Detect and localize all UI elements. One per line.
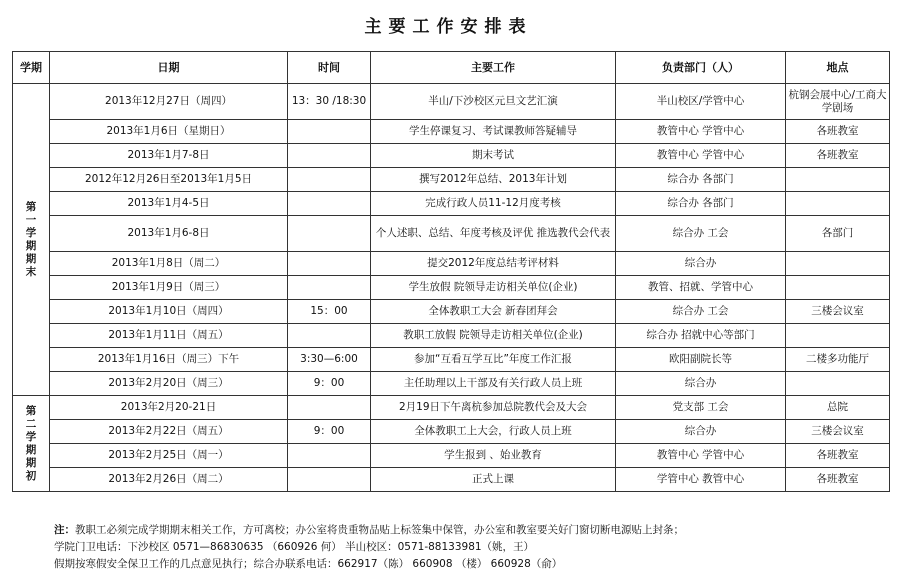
table-row bbox=[13, 348, 890, 372]
place-cell: 总院 bbox=[786, 396, 890, 420]
date-cell: 2013年2月22日（周五） bbox=[50, 420, 288, 444]
table-row bbox=[13, 276, 890, 300]
header-time: 时间 bbox=[288, 52, 371, 84]
table-row bbox=[13, 324, 890, 348]
time-cell: 3:30—6:00 bbox=[288, 348, 371, 372]
notes-section bbox=[54, 522, 889, 573]
date-cell: 2013年1月9日（周三） bbox=[50, 276, 288, 300]
semester-char: 期 bbox=[25, 239, 37, 252]
table-row bbox=[13, 372, 890, 396]
table-row bbox=[13, 300, 890, 324]
time-cell bbox=[288, 468, 371, 492]
time-cell bbox=[288, 276, 371, 300]
place-cell: 各班教室 bbox=[786, 468, 890, 492]
place-cell bbox=[786, 324, 890, 348]
note-line-3: 假期按寒假安全保卫工作的几点意见执行；综合办联系电话：662917（陈） 660908 （楼） 660928（俞） bbox=[54, 558, 563, 570]
department-cell: 综合办 工会 bbox=[616, 216, 786, 252]
semester-char: 第 bbox=[25, 404, 37, 417]
place-cell bbox=[786, 372, 890, 396]
work-cell: 撰写2012年总结、2013年计划 bbox=[371, 168, 616, 192]
department-cell: 教管中心 学管中心 bbox=[616, 144, 786, 168]
time-cell bbox=[288, 396, 371, 420]
semester-char: 学 bbox=[25, 226, 37, 239]
department-cell: 教管中心 学管中心 bbox=[616, 444, 786, 468]
time-cell: 15：00 bbox=[288, 300, 371, 324]
semester-char: 期 bbox=[25, 443, 37, 456]
place-cell: 二楼多功能厅 bbox=[786, 348, 890, 372]
header-date: 日期 bbox=[50, 52, 288, 84]
semester-char: 一 bbox=[25, 213, 37, 226]
semester-char: 二 bbox=[25, 417, 37, 430]
place-cell: 各部门 bbox=[786, 216, 890, 252]
header-semester: 学期 bbox=[13, 52, 50, 84]
table-row bbox=[13, 84, 890, 120]
time-cell: 9：00 bbox=[288, 420, 371, 444]
table-row bbox=[13, 444, 890, 468]
department-cell: 综合办 bbox=[616, 252, 786, 276]
header-place: 地点 bbox=[786, 52, 890, 84]
note-text-1: 教职工必须完成学期期末相关工作，方可离校；办公室将贵重物品贴上标签集中保管，办公室和教室要关好门窗切断电源贴上封条； bbox=[75, 524, 684, 536]
time-cell bbox=[288, 324, 371, 348]
work-cell: 2月19日下午离杭参加总院教代会及大会 bbox=[371, 396, 616, 420]
work-cell: 正式上课 bbox=[371, 468, 616, 492]
department-cell: 党支部 工会 bbox=[616, 396, 786, 420]
time-cell: 13：30 /18:30 bbox=[288, 84, 371, 120]
header-main-work: 主要工作 bbox=[371, 52, 616, 84]
place-cell: 三楼会议室 bbox=[786, 420, 890, 444]
table-row bbox=[13, 468, 890, 492]
table-row bbox=[13, 144, 890, 168]
department-cell: 教管、招就、学管中心 bbox=[616, 276, 786, 300]
date-cell: 2013年2月20日（周三） bbox=[50, 372, 288, 396]
table-row bbox=[13, 120, 890, 144]
work-cell: 完成行政人员11-12月度考核 bbox=[371, 192, 616, 216]
place-cell: 各班教室 bbox=[786, 120, 890, 144]
place-cell: 各班教室 bbox=[786, 444, 890, 468]
work-cell: 全体教职工大会 新春团拜会 bbox=[371, 300, 616, 324]
date-cell: 2013年2月26日（周二） bbox=[50, 468, 288, 492]
header-department: 负责部门（人） bbox=[616, 52, 786, 84]
work-cell: 期末考试 bbox=[371, 144, 616, 168]
semester-cell bbox=[13, 396, 50, 492]
place-cell: 三楼会议室 bbox=[786, 300, 890, 324]
work-cell: 学生停课复习、考试课教师答疑辅导 bbox=[371, 120, 616, 144]
note-line-1 bbox=[54, 522, 889, 539]
time-cell bbox=[288, 120, 371, 144]
semester-char: 初 bbox=[25, 469, 37, 482]
table-row bbox=[13, 192, 890, 216]
work-cell: 参加“互看互学互比”年度工作汇报 bbox=[371, 348, 616, 372]
notes-label: 注： bbox=[54, 524, 75, 536]
work-cell: 主任助理以上干部及有关行政人员上班 bbox=[371, 372, 616, 396]
work-cell: 提交2012年度总结考评材料 bbox=[371, 252, 616, 276]
place-cell bbox=[786, 276, 890, 300]
time-cell bbox=[288, 192, 371, 216]
table-row bbox=[13, 420, 890, 444]
place-cell bbox=[786, 192, 890, 216]
department-cell: 教管中心 学管中心 bbox=[616, 120, 786, 144]
place-cell: 各班教室 bbox=[786, 144, 890, 168]
department-cell: 欧阳副院长等 bbox=[616, 348, 786, 372]
semester-char: 期 bbox=[25, 456, 37, 469]
table-row bbox=[13, 252, 890, 276]
department-cell: 综合办 bbox=[616, 372, 786, 396]
table-row bbox=[13, 396, 890, 420]
time-cell bbox=[288, 144, 371, 168]
place-cell bbox=[786, 252, 890, 276]
semester-char: 第 bbox=[25, 200, 37, 213]
department-cell: 综合办 工会 bbox=[616, 300, 786, 324]
work-cell: 个人述职、总结、年度考核及评优 推选教代会代表 bbox=[371, 216, 616, 252]
schedule-body bbox=[13, 84, 890, 492]
place-cell: 杭钢会展中心/工商大学剧场 bbox=[786, 84, 890, 120]
work-cell: 全体教职工上大会，行政人员上班 bbox=[371, 420, 616, 444]
time-cell bbox=[288, 168, 371, 192]
work-cell: 学生放假 院领导走访相关单位(企业) bbox=[371, 276, 616, 300]
department-cell: 综合办 各部门 bbox=[616, 168, 786, 192]
department-cell: 综合办 招就中心等部门 bbox=[616, 324, 786, 348]
date-cell: 2013年1月10日（周四） bbox=[50, 300, 288, 324]
date-cell: 2013年1月8日（周二） bbox=[50, 252, 288, 276]
date-cell: 2013年2月20-21日 bbox=[50, 396, 288, 420]
semester-char: 学 bbox=[25, 430, 37, 443]
date-cell: 2013年1月6日（星期日） bbox=[50, 120, 288, 144]
semester-char: 期 bbox=[25, 252, 37, 265]
table-row bbox=[13, 216, 890, 252]
work-cell: 半山/下沙校区元旦文艺汇演 bbox=[371, 84, 616, 120]
work-cell: 学生报到 、始业教育 bbox=[371, 444, 616, 468]
date-cell: 2013年1月4-5日 bbox=[50, 192, 288, 216]
department-cell: 综合办 各部门 bbox=[616, 192, 786, 216]
date-cell: 2013年1月7-8日 bbox=[50, 144, 288, 168]
date-cell: 2013年12月27日（周四） bbox=[50, 84, 288, 120]
date-cell: 2012年12月26日至2013年1月5日 bbox=[50, 168, 288, 192]
page-title: 主要工作安排表 bbox=[364, 17, 533, 37]
time-cell bbox=[288, 252, 371, 276]
time-cell: 9：00 bbox=[288, 372, 371, 396]
work-cell: 教职工放假 院领导走访相关单位(企业) bbox=[371, 324, 616, 348]
header-row bbox=[13, 52, 890, 84]
note-line-2: 学院门卫电话：下沙校区 0571—86830635 （660926 何） 半山校区：0571-88133981（姚，王） bbox=[54, 541, 535, 553]
date-cell: 2013年1月16日（周三）下午 bbox=[50, 348, 288, 372]
department-cell: 学管中心 教管中心 bbox=[616, 468, 786, 492]
department-cell: 半山校区/学管中心 bbox=[616, 84, 786, 120]
table-row bbox=[13, 168, 890, 192]
department-cell: 综合办 bbox=[616, 420, 786, 444]
schedule-table bbox=[12, 51, 890, 492]
time-cell bbox=[288, 216, 371, 252]
date-cell: 2013年1月11日（周五） bbox=[50, 324, 288, 348]
time-cell bbox=[288, 444, 371, 468]
date-cell: 2013年2月25日（周一） bbox=[50, 444, 288, 468]
semester-char: 末 bbox=[25, 265, 37, 278]
date-cell: 2013年1月6-8日 bbox=[50, 216, 288, 252]
place-cell bbox=[786, 168, 890, 192]
semester-cell bbox=[13, 84, 50, 396]
